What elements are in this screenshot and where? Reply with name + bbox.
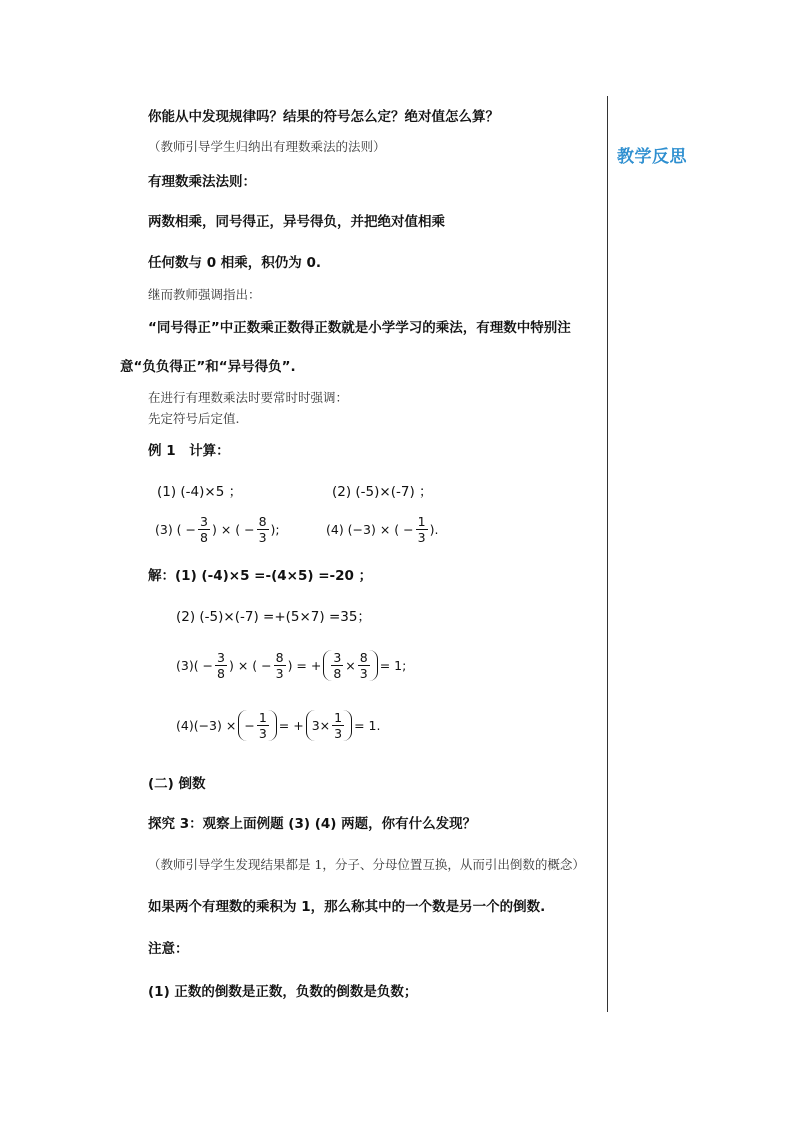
numerator: 8 <box>258 514 267 529</box>
numerator: 8 <box>359 650 368 665</box>
teacher-note-2: 继而教师强调指出： <box>148 287 261 302</box>
rule-heading: 有理数乘法法则： <box>148 174 256 190</box>
denominator: 3 <box>359 666 368 681</box>
numerator: 1 <box>417 514 426 529</box>
p3-prefix: (3) ( − <box>155 522 197 537</box>
denominator: 8 <box>217 666 225 681</box>
solution-1: 解：(1) (-4)×5 =-(4×5) =-20 ； <box>148 568 373 584</box>
times-sign: × <box>345 658 356 673</box>
fraction <box>358 650 370 681</box>
p3-middle: ) × ( − <box>211 522 255 537</box>
fraction <box>215 650 227 681</box>
problem-2: (2) (-5)×(-7) ； <box>332 484 433 500</box>
numerator: 1 <box>258 710 267 725</box>
note-heading: 注意： <box>148 941 189 957</box>
teaching-reflection-heading: 教学反思 <box>617 147 687 167</box>
fraction <box>198 514 210 545</box>
large-parentheses <box>238 710 276 741</box>
rule-line-2: 任何数与 0 相乘，积仍为 0. <box>148 255 322 271</box>
s3-prefix: (3)( − <box>176 658 214 673</box>
minus-sign: − <box>244 718 255 733</box>
large-parentheses <box>306 710 352 741</box>
numerator: 3 <box>217 650 225 665</box>
teacher-note-3: 在进行有理数乘法时要常时时强调： <box>148 390 349 405</box>
fraction <box>257 710 269 741</box>
fraction <box>332 710 344 741</box>
emphasis-line-1: “同号得正”中正数乘正数得正数就是小学学习的乘法，有理数中特别注 <box>148 320 571 336</box>
s4-inner-prefix: 3× <box>311 718 331 733</box>
reciprocal-definition: 如果两个有理数的乘积为 1，那么称其中的一个数是另一个的倒数. <box>148 899 546 915</box>
p4-end: ). <box>429 522 439 537</box>
example-heading: 例 1 计算： <box>148 443 230 459</box>
denominator: 3 <box>258 530 267 545</box>
denominator: 8 <box>333 666 342 681</box>
s3-middle: ) × ( − <box>228 658 272 673</box>
rule-line-1: 两数相乘，同号得正，异号得负，并把绝对值相乘 <box>148 214 445 230</box>
numerator: 3 <box>200 514 208 529</box>
s3-result: = 1; <box>379 658 407 673</box>
fraction <box>416 514 428 545</box>
numerator: 1 <box>334 710 343 725</box>
s3-equals: ) = + <box>287 658 322 673</box>
denominator: 3 <box>275 666 284 681</box>
margin-divider-line <box>607 96 608 1012</box>
p3-end: ); <box>270 522 280 537</box>
solution-2: (2) (-5)×(-7) =+(5×7) =35； <box>176 609 371 625</box>
numerator: 8 <box>275 650 284 665</box>
note-item-1: (1) 正数的倒数是正数，负数的倒数是负数； <box>148 984 418 1000</box>
s4-equals: = + <box>278 718 304 733</box>
teacher-note-4: 先定符号后定值. <box>148 411 240 426</box>
teacher-note-5: （教师引导学生发现结果都是 1，分子、分母位置互换，从而引出倒数的概念） <box>148 857 585 872</box>
question-line: 你能从中发现规律吗？结果的符号怎么定？绝对值怎么算？ <box>148 109 499 125</box>
solution-3 <box>176 650 406 681</box>
problem-3 <box>155 514 280 545</box>
solution-4 <box>176 710 380 741</box>
p4-prefix: (4) (−3) × ( − <box>326 522 414 537</box>
section-heading-reciprocal: (二) 倒数 <box>148 776 206 792</box>
emphasis-line-2: 意“负负得正”和“异号得负”. <box>120 359 296 375</box>
denominator: 3 <box>334 726 343 741</box>
fraction <box>274 650 286 681</box>
denominator: 8 <box>200 530 208 545</box>
numerator: 3 <box>333 650 342 665</box>
s4-prefix: (4)(−3) × <box>176 718 237 733</box>
denominator: 3 <box>258 726 267 741</box>
large-parentheses <box>323 650 377 681</box>
denominator: 3 <box>417 530 426 545</box>
problem-4 <box>326 514 438 545</box>
exploration-3: 探究 3：观察上面例题 (3) (4) 两题，你有什么发现？ <box>148 816 477 832</box>
s4-result: = 1. <box>354 718 381 733</box>
teacher-note-1: （教师引导学生归纳出有理数乘法的法则） <box>148 139 386 154</box>
fraction <box>257 514 269 545</box>
fraction <box>331 650 343 681</box>
problem-1: (1) (-4)×5 ； <box>157 484 243 500</box>
